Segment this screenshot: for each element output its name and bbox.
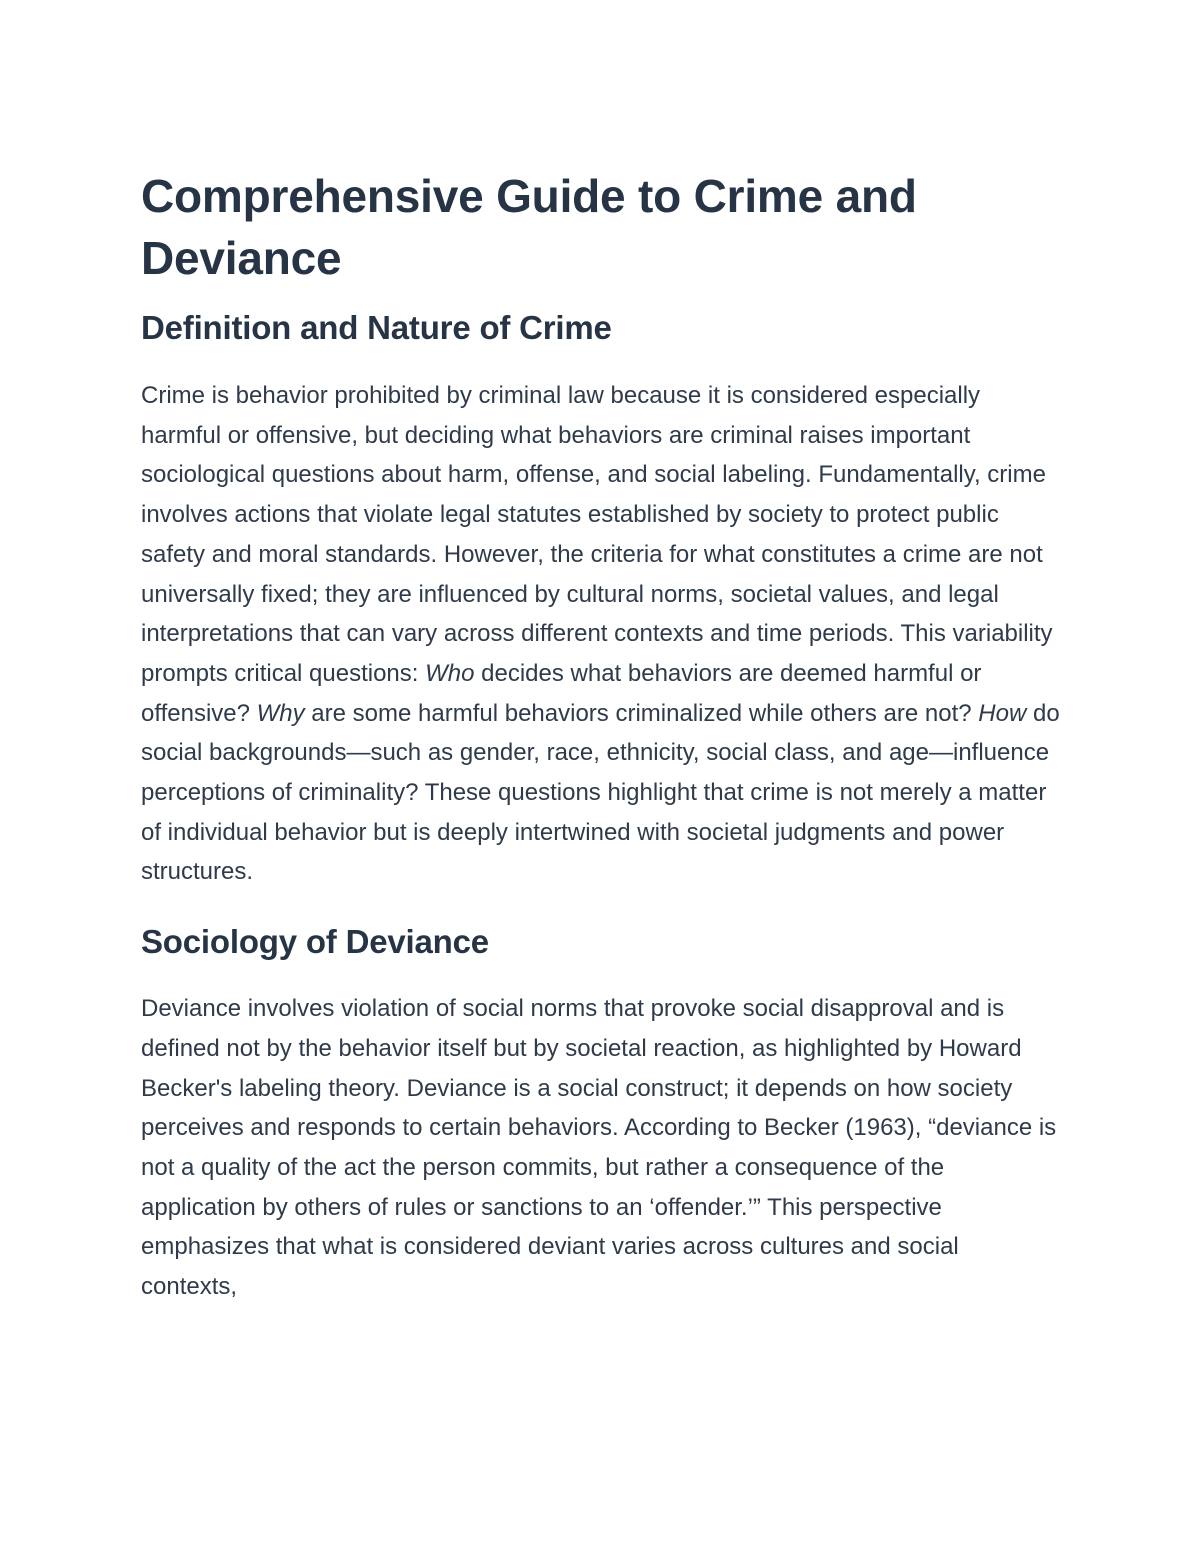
section-heading-deviance: Sociology of Deviance [141,923,489,961]
paragraph-text: decides what behaviors are deemed harmful or offensive? [141,659,982,727]
section-heading-crime: Definition and Nature of Crime [141,309,612,346]
paragraph-text: Crime is behavior prohibited by criminal law because it is considered especially harmful or offensive, but deciding what behaviors are criminal raises important sociological questions about harm, offense, and social labeling. Fundamentally, crime involves actions that violate legal statutes established by society to protect public safety and moral standards. However, the criteria for what constitutes a crime are not universally fixed; they are influenced by cultural norms, societal values, and legal interpretations that can vary across different contexts and time periods. This variability prompts critical questions: [141,382,1053,687]
paragraph-text: are some harmful behaviors criminalized while others are not? [304,699,979,727]
emphasis-why: Why [256,699,305,727]
emphasis-how: How [978,699,1027,727]
document-title: Comprehensive Guide to Crime and Deviance [141,170,917,284]
emphasis-who: Who [425,659,475,687]
document-page [141,165,1061,1307]
section-paragraph-deviance: Deviance involves violation of social norms that provoke social disapproval and is defined not by the behavior itself but by societal reaction, as highlighted by Howard Becker's labeling theory. Deviance is a social construct; it depends on how society perceives and responds to certain behaviors. According to Becker (1963), “deviance is not a quality of the act the person commits, but rather a consequence of the application by others of rules or sanctions to an ‘offender.’” This perspective emphasizes that what is considered deviant varies across cultures and social contexts, [141,995,1057,1301]
paragraph-text: do social backgrounds—such as gender, race, ethnicity, social class, and age—influence perceptions of criminality? These questions highlight that crime is not merely a matter of individual behavior but is deeply intertwined with societal judgments and power structures. [141,699,1060,886]
section-paragraph-crime [141,376,1061,892]
